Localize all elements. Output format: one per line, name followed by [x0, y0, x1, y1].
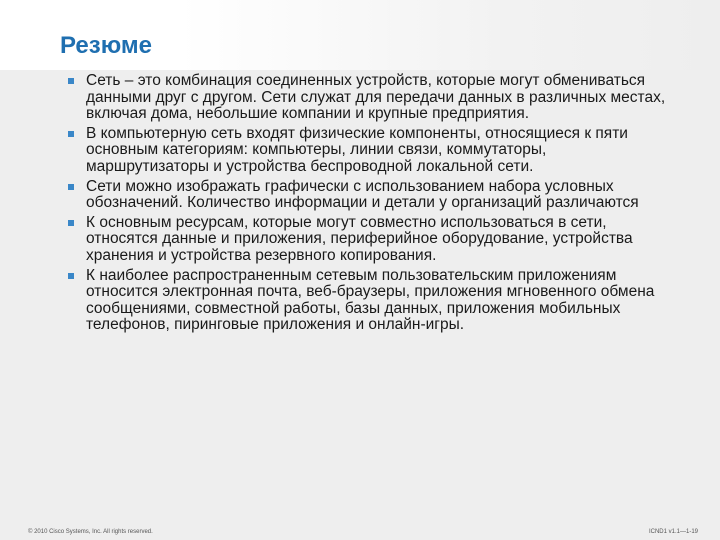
square-bullet-icon: [68, 131, 74, 137]
bullet-text: В компьютерную сеть входят физические компоненты, относящиеся к пяти основным категориям: компьютеры, линии связи, коммутаторы, маршрутизаторы и устройства беспроводной локальной сети.: [86, 124, 628, 175]
bullet-item: [68, 268, 668, 334]
bullet-item: [68, 126, 668, 176]
bullet-text: Сеть – это комбинация соединенных устройств, которые могут обмениваться данными друг с другом. Сети служат для передачи данных в различных местах, включая дома, небольшие компании и крупные предприятия.: [86, 72, 666, 123]
square-bullet-icon: [68, 273, 74, 279]
bullet-text: К наиболее распространенным сетевым пользовательским приложениям относится электронная почта, веб-браузеры, приложения мгновенного обмена сообщениями, совместной работы, базы данных, приложения мобильных телефонов, пиринговые приложения и онлайн-игры.: [86, 266, 655, 334]
square-bullet-icon: [68, 184, 74, 190]
footer-copyright: © 2010 Cisco Systems, Inc. All rights reserved.: [28, 529, 153, 535]
bullet-text: К основным ресурсам, которые могут совместно использоваться в сети, относятся данные и приложения, периферийное оборудование, устройства хранения и устройства резервного копирования.: [86, 213, 633, 264]
footer-page-number: ICND1 v1.1—1-19: [648, 529, 698, 535]
bullet-text: Сети можно изображать графически с использованием набора условных обозначений. Количество информации и детали у организаций различаются: [86, 177, 639, 212]
bullet-item: [68, 73, 668, 123]
bullet-item: [68, 179, 668, 212]
bullet-list: [68, 73, 668, 337]
square-bullet-icon: [68, 220, 74, 226]
slide-title: Резюме: [60, 32, 152, 59]
bullet-item: [68, 215, 668, 265]
square-bullet-icon: [68, 78, 74, 84]
